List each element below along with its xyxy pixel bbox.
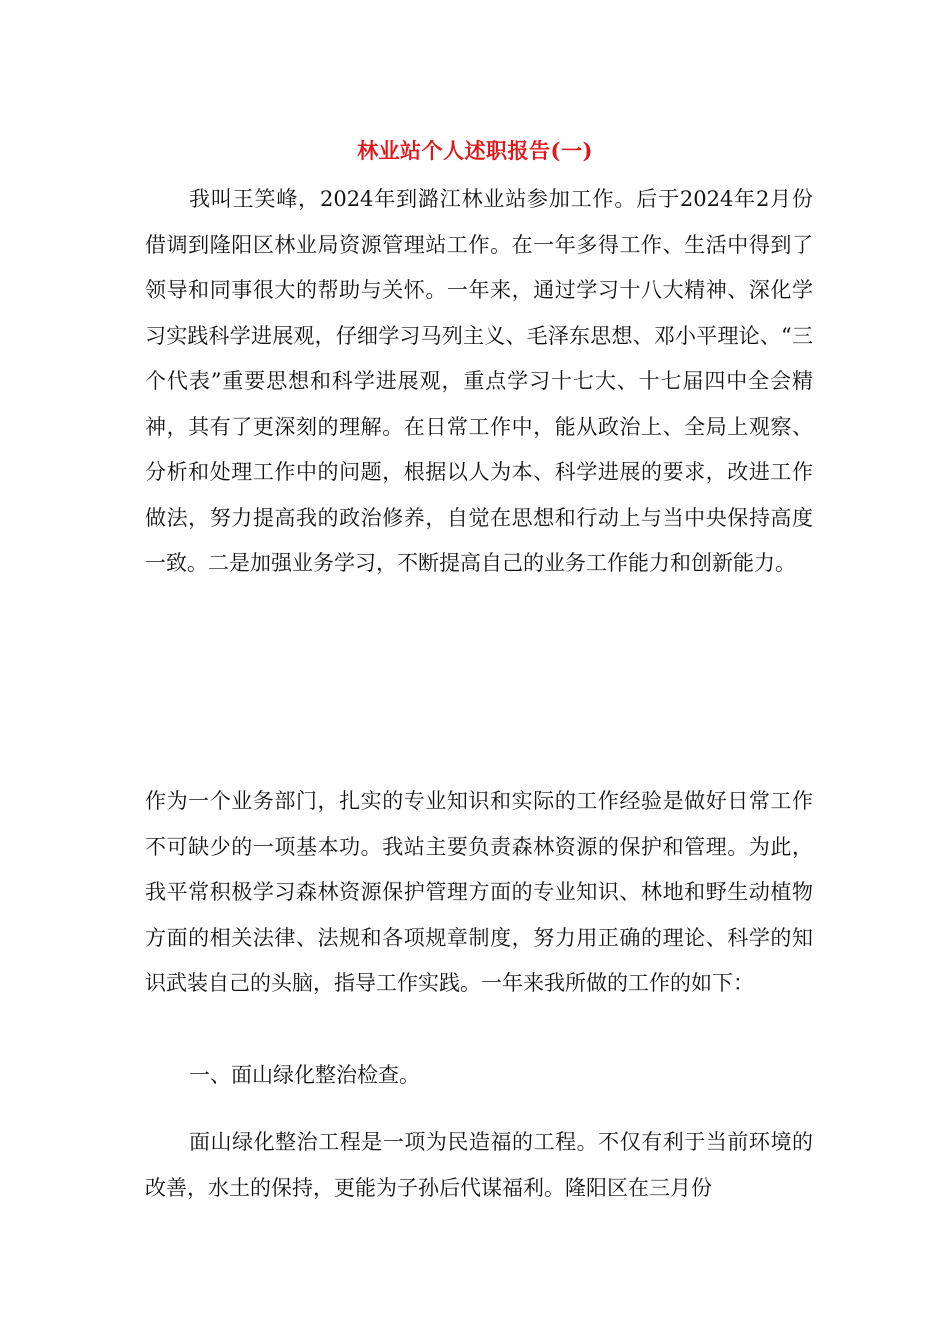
section-heading-greening-inspection: 一、面山绿化整治检查。 [189, 1063, 420, 1087]
document-title: 林业站个人述职报告(一) [357, 138, 593, 163]
paragraph-professional-study: 作为一个业务部门，扎实的专业知识和实际的工作经验是做好日常工作不可缺少的一项基本功。我站主要负责森林资源的保护和管理。为此，我平常积极学习森林资源保护管理方面的专业知识、林地和野生动植物方面的相关法律、法规和各项规章制度，努力用正确的理论、科学的知识武装自己的头脑，指导工作实践。一年来我所做的工作的如下： [145, 789, 813, 995]
paragraph-greening-project: 面山绿化整治工程是一项为民造福的工程。不仅有利于当前环境的改善，水土的保持，更能为子孙后代谋福利。隆阳区在三月份 [145, 1130, 813, 1200]
paragraph-intro: 我叫王笑峰，2024年到潞江林业站参加工作。后于2024年2月份借调到隆阳区林业局资源管理站工作。在一年多得工作、生活中得到了领导和同事很大的帮助与关怀。一年来，通过学习十八大精神、深化学习实践科学进展观，仔细学习马列主义、毛泽东思想、邓小平理论、“三个代表”重要思想和科学进展观，重点学习十七大、十七届四中全会精神，其有了更深刻的理解。在日常工作中，能从政治上、全局上观察、分析和处理工作中的问题，根据以人为本、科学进展的要求，改进工作做法，努力提高我的政治修养，自觉在思想和行动上与当中央保持高度一致。二是加强业务学习，不断提高自己的业务工作能力和创新能力。 [145, 187, 813, 575]
